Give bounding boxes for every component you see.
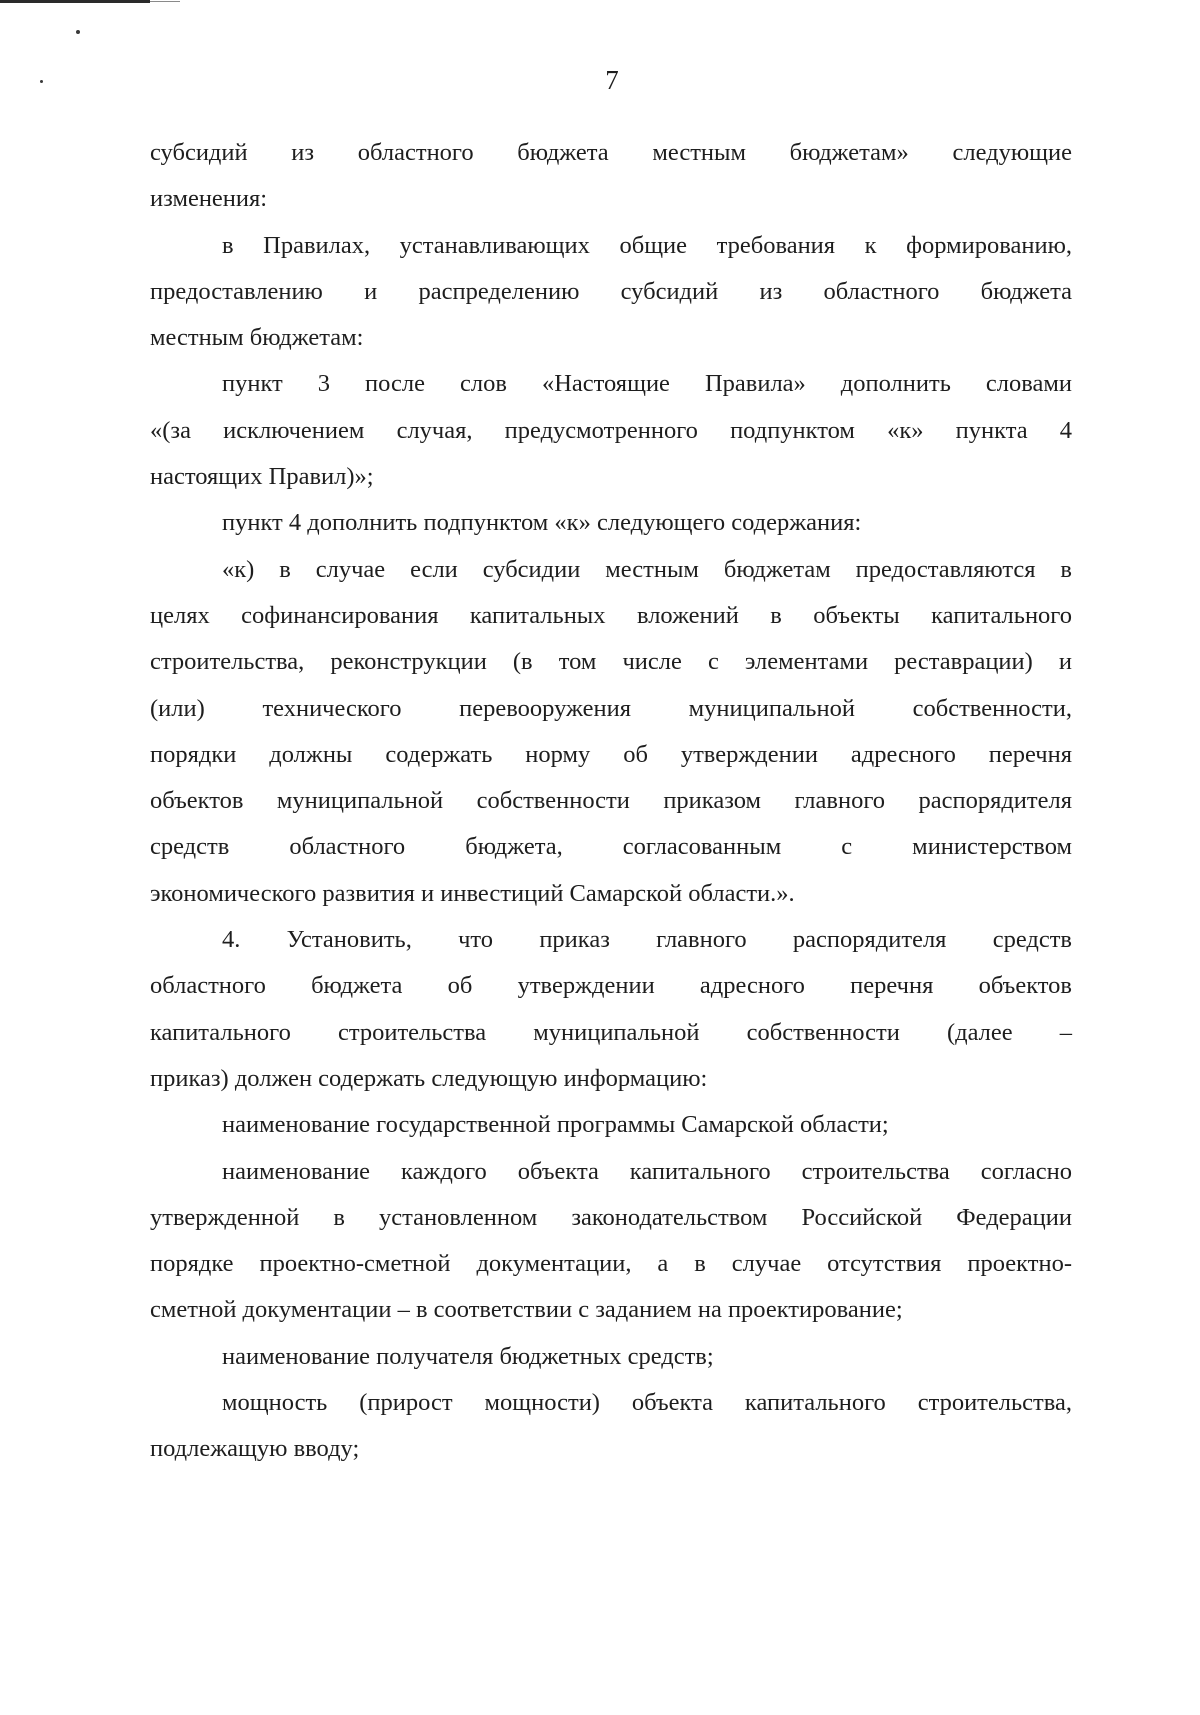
text-line: пункт 3 после слов «Настоящие Правила» дополнить словами <box>222 370 1072 398</box>
text-line: 4. Установить, что приказ главного распорядителя средств <box>222 926 1072 954</box>
text-line: областного бюджета об утверждении адресного перечня объектов <box>150 972 1072 1000</box>
text-line: подлежащую вводу; <box>150 1435 360 1463</box>
text-line: строительства, реконструкции (в том числе с элементами реставрации) и <box>150 648 1072 676</box>
text-line: порядки должны содержать норму об утверждении адресного перечня <box>150 740 1072 768</box>
text-line: «к) в случае если субсидии местным бюджетам предоставляются в <box>222 555 1072 583</box>
text-line: экономического развития и инвестиций Самарской области.». <box>150 879 795 907</box>
text-line: «(за исключением случая, предусмотренного подпунктом «к» пункта 4 <box>150 416 1072 444</box>
text-line: наименование государственной программы Самарской области; <box>222 1111 889 1139</box>
text-line: утвержденной в установленном законодательством Российской Федерации <box>150 1203 1072 1231</box>
text-line: предоставлению и распределению субсидий из областного бюджета <box>150 277 1072 305</box>
text-line: настоящих Правил)»; <box>150 463 374 491</box>
text-line: сметной документации – в соответствии с заданием на проектирование; <box>150 1296 903 1324</box>
text-line: мощность (прирост мощности) объекта капитального строительства, <box>222 1389 1072 1417</box>
scan-artifact-line <box>150 1 180 2</box>
text-line: местным бюджетам: <box>150 324 364 352</box>
text-line: наименование каждого объекта капитального строительства согласно <box>222 1157 1072 1185</box>
text-line: целях софинансирования капитальных вложений в объекты капитального <box>150 601 1072 629</box>
text-line: капитального строительства муниципальной собственности (далее – <box>150 1018 1072 1046</box>
scan-artifact-line <box>0 0 150 3</box>
scan-speck <box>76 30 80 34</box>
document-body <box>150 130 1072 1473</box>
text-line: пункт 4 дополнить подпунктом «к» следующего содержания: <box>222 509 862 537</box>
text-line: приказ) должен содержать следующую информацию: <box>150 1064 708 1092</box>
text-line: изменения: <box>150 185 268 213</box>
text-line: субсидий из областного бюджета местным бюджетам» следующие <box>150 139 1072 166</box>
text-line: порядке проектно-сметной документации, а в случае отсутствия проектно- <box>150 1250 1072 1278</box>
text-line: средств областного бюджета, согласованным с министерством <box>150 833 1072 861</box>
text-line: объектов муниципальной собственности приказом главного распорядителя <box>150 787 1072 815</box>
text-line: в Правилах, устанавливающих общие требования к формированию, <box>222 231 1072 259</box>
page-number: 7 <box>605 65 619 95</box>
text-line: наименование получателя бюджетных средств; <box>222 1342 714 1370</box>
text-line: (или) технического перевооружения муниципальной собственности, <box>150 694 1072 722</box>
